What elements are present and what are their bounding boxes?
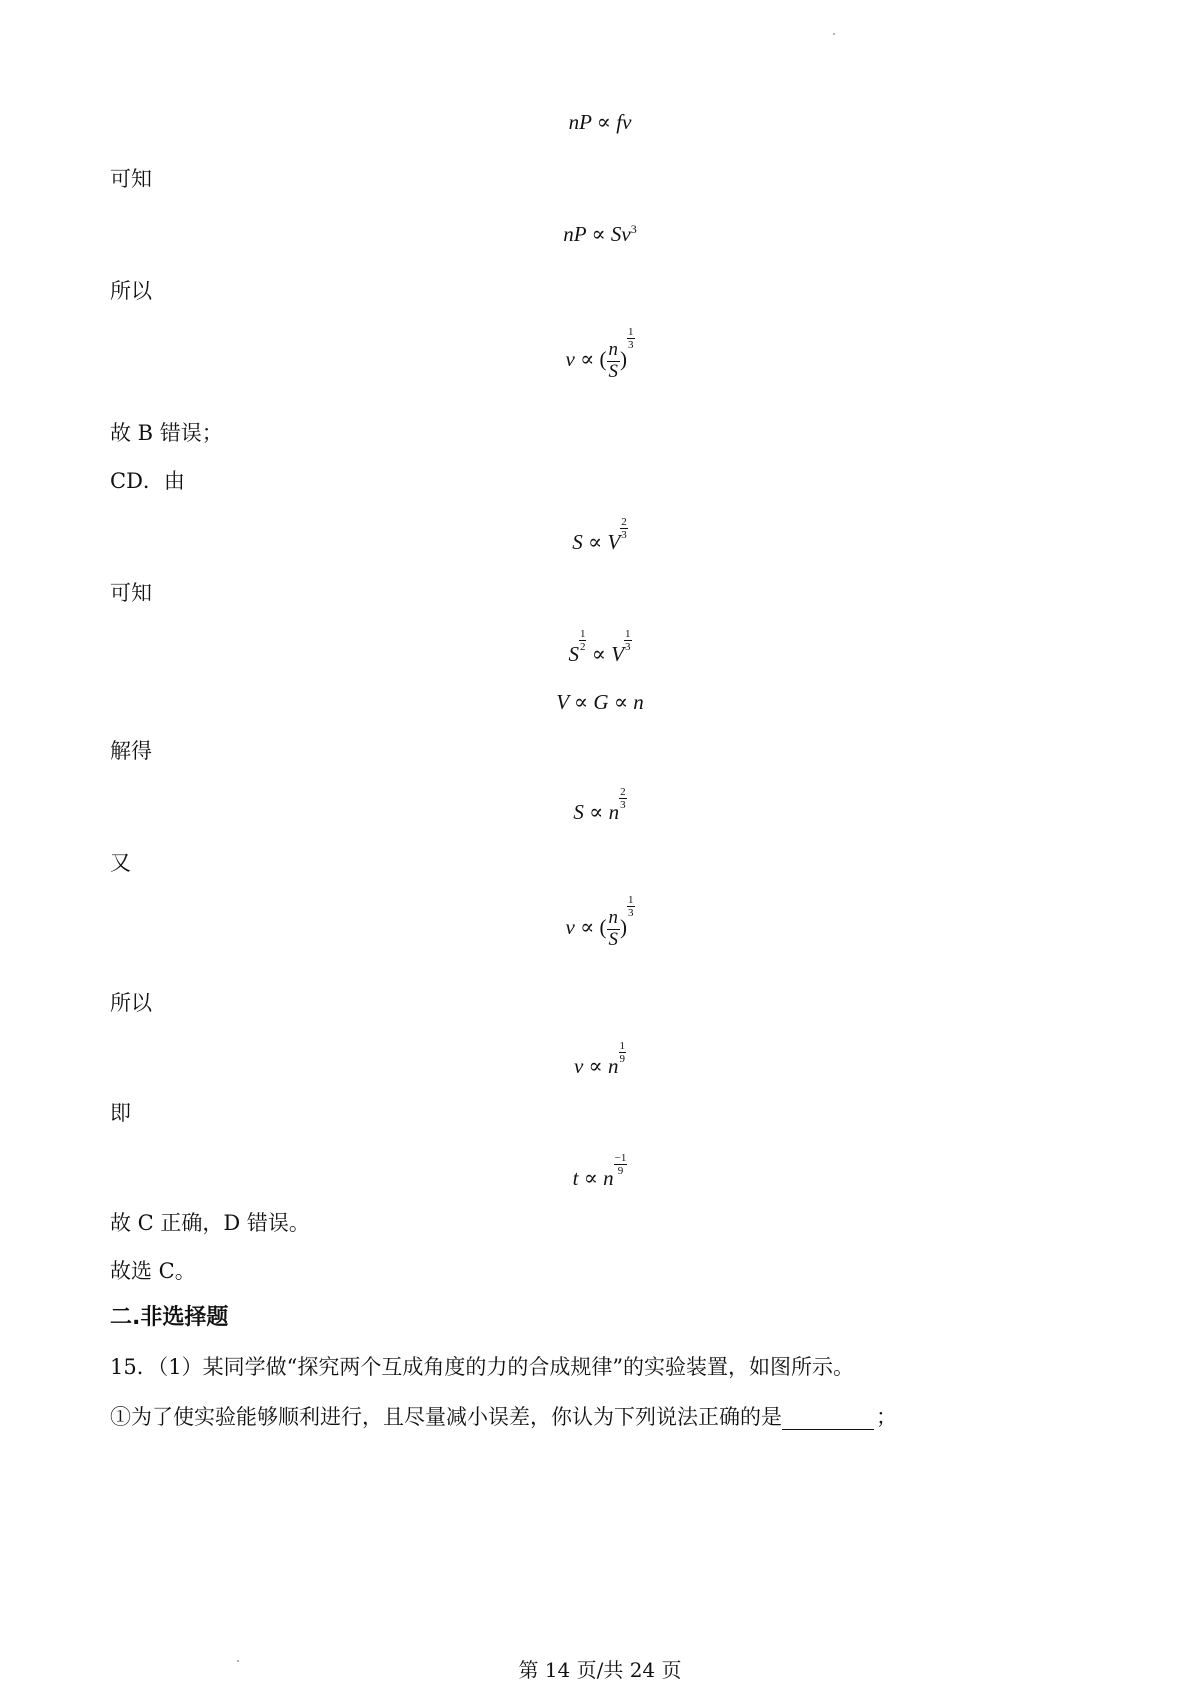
text-kezhi-2: 可知	[110, 581, 152, 605]
text-jiede: 解得	[110, 739, 152, 763]
equation-8: v ∝ ( $\frac{n}{S}$ ) $\frac{1}{3}$	[565, 894, 634, 950]
question-15-sub1-suffix: ；	[876, 1405, 897, 1429]
equation-6: V ∝ G ∝ n	[556, 690, 644, 714]
text-choose-c: 故选 C。	[110, 1259, 196, 1283]
text-suoyi-2: 所以	[110, 991, 152, 1015]
section-title: 二.非选择题	[110, 1305, 229, 1330]
page-footer: 第 14 页/共 24 页	[518, 1658, 682, 1682]
text-cd-you: CD．由	[110, 469, 185, 493]
equation-4: S ∝ V $\frac{2}{3}$	[572, 516, 627, 554]
question-15-sub1	[110, 1404, 897, 1430]
equation-9: v ∝ n $\frac{1}{9}$	[573, 1040, 626, 1078]
text-b-wrong: 故 B 错误；	[110, 421, 223, 445]
text-you: 又	[110, 851, 131, 875]
question-15-sub1-text: ①为了使实验能够顺利进行，且尽量减小误差，你认为下列说法正确的是	[110, 1405, 782, 1429]
equation-1: nP ∝ fv	[568, 110, 632, 134]
text-suoyi-1: 所以	[110, 279, 152, 303]
text-ji: 即	[110, 1101, 131, 1125]
question-15-intro: 15．（1）某同学做“探究两个互成角度的力的合成规律”的实验装置，如图所示。	[110, 1355, 855, 1379]
equation-5: S $\frac{1}{2}$ ∝ V $\frac{1}{3}$	[568, 628, 631, 666]
equation-7: S ∝ n $\frac{2}{3}$	[573, 786, 626, 824]
scan-speck	[833, 33, 835, 35]
equation-2: nP ∝ Sv$^3$	[563, 222, 637, 246]
equation-10: t ∝ n $\frac{-1}{9}$	[572, 1152, 627, 1190]
text-kezhi-1: 可知	[110, 167, 152, 191]
answer-blank[interactable]	[782, 1409, 874, 1430]
text-c-correct: 故 C 正确，D 错误。	[110, 1211, 310, 1235]
equation-3: v ∝ ( $\frac{n}{S}$ ) $\frac{1}{3}$	[565, 326, 634, 382]
